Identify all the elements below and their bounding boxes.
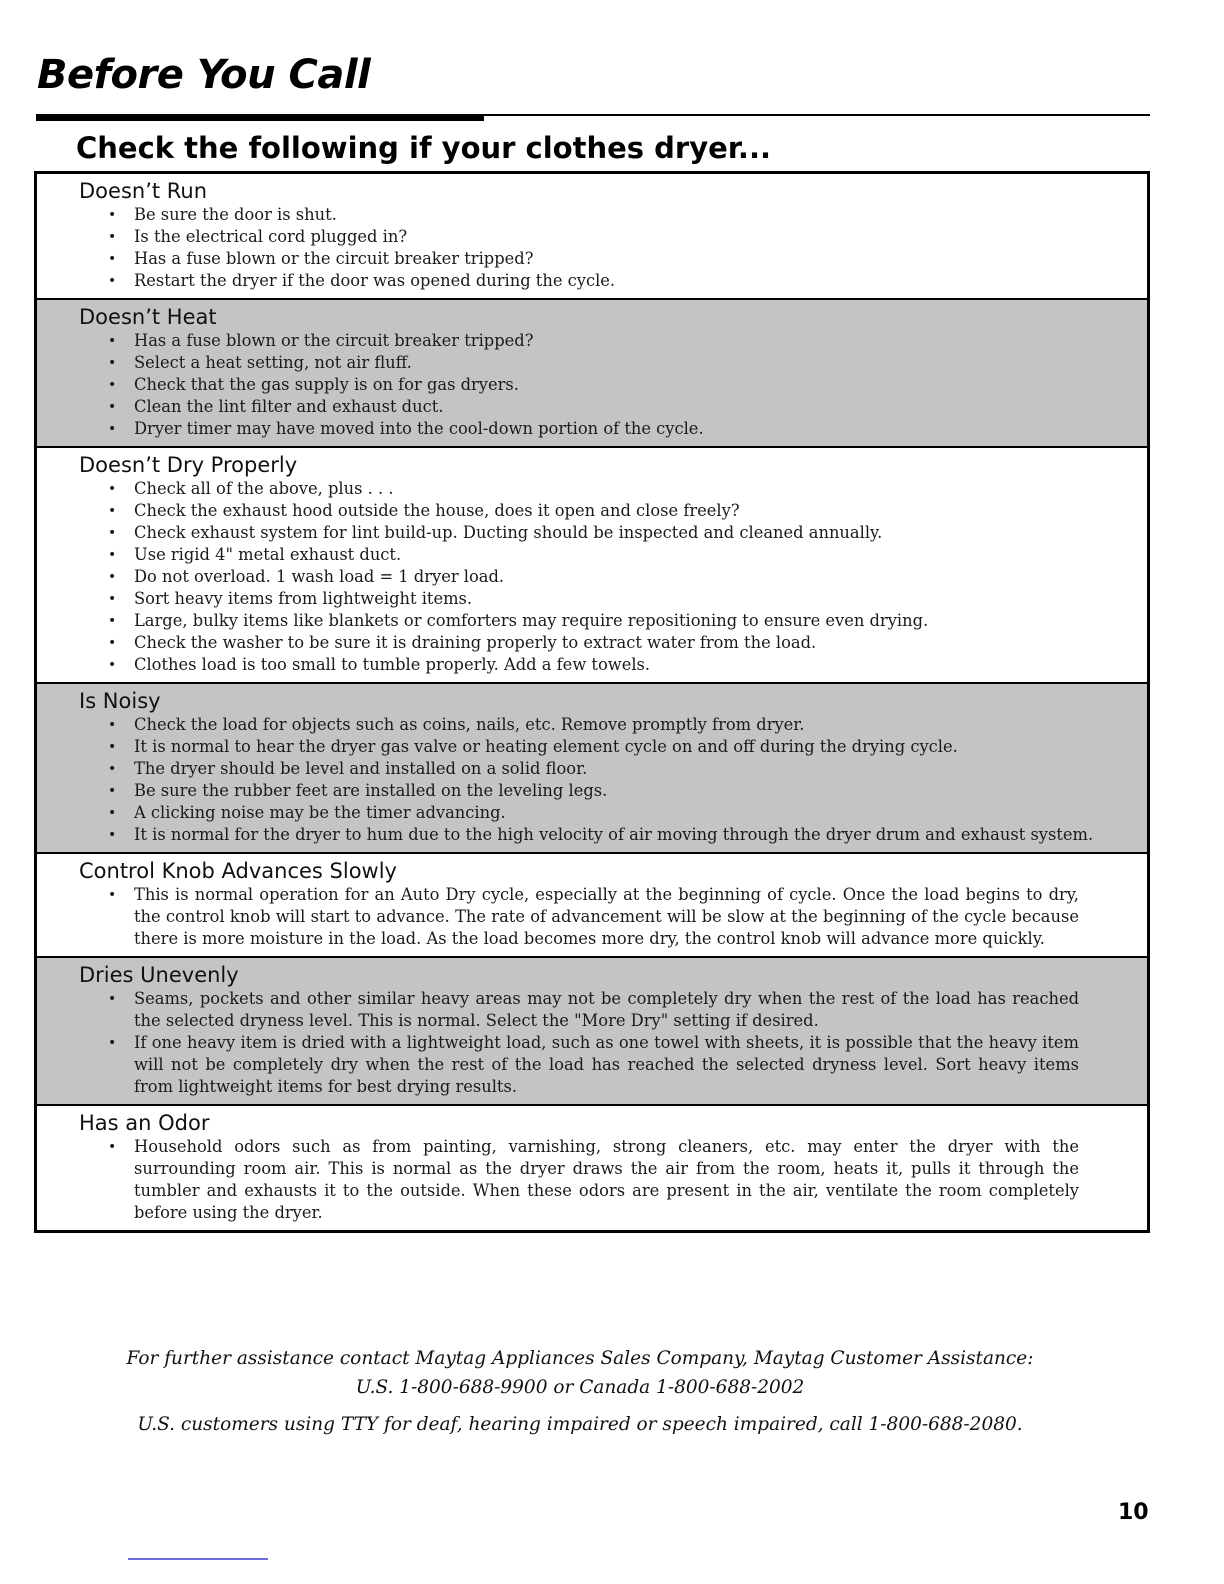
item-text: Sort heavy items from lightweight items.	[134, 589, 473, 608]
bullet-icon: •	[108, 355, 117, 371]
list-item	[77, 884, 1107, 950]
item-text: Check all of the above, plus . . .	[134, 479, 394, 498]
item-text: Clothes load is too small to tumble properly. Add a few towels.	[134, 655, 651, 674]
list-item	[77, 654, 1107, 676]
item-text: Clean the lint filter and exhaust duct.	[134, 397, 444, 416]
bottom-rule	[128, 1558, 268, 1560]
troubleshooting-table	[34, 171, 1150, 1233]
bullet-icon: •	[108, 635, 117, 651]
list-item	[77, 330, 1107, 352]
list-item	[77, 248, 1107, 270]
list-item	[77, 802, 1107, 824]
bullet-icon: •	[108, 333, 117, 349]
section-title: Dries Unevenly	[79, 963, 239, 987]
section-control-knob-advances-slowly	[37, 852, 1147, 956]
item-text: Be sure the door is shut.	[134, 205, 337, 224]
list-item	[77, 522, 1107, 544]
section-title: Doesn’t Dry Properly	[79, 453, 298, 477]
list-item	[77, 1032, 1107, 1098]
assistance-contact: For further assistance contact Maytag Appliances Sales Company, Maytag Customer Assistance:	[126, 1348, 1034, 1369]
item-text: Check the washer to be sure it is draining properly to extract water from the load.	[134, 633, 817, 652]
item-list	[77, 988, 1107, 1098]
page-subtitle: Check the following if your clothes dryer...	[76, 131, 771, 165]
list-item	[77, 418, 1107, 440]
bullet-icon: •	[108, 657, 117, 673]
section-has-an-odor	[37, 1104, 1147, 1230]
item-text: Check the exhaust hood outside the house, does it open and close freely?	[134, 501, 740, 520]
item-text: The dryer should be level and installed on a solid floor.	[134, 759, 588, 778]
item-text: Check that the gas supply is on for gas dryers.	[134, 375, 519, 394]
list-item	[77, 1136, 1107, 1224]
bullet-icon: •	[108, 547, 117, 563]
bullet-icon: •	[108, 717, 117, 733]
bullet-icon: •	[108, 421, 117, 437]
list-item	[77, 758, 1107, 780]
bullet-icon: •	[108, 207, 117, 223]
title-rule-thin	[484, 114, 1150, 116]
tty-assistance: U.S. customers using TTY for deaf, hearing impaired or speech impaired, call 1-800-688-2080.	[137, 1414, 1023, 1435]
item-text: It is normal to hear the dryer gas valve or heating element cycle on and off during the drying cycle.	[134, 737, 958, 756]
bullet-icon: •	[108, 761, 117, 777]
assistance-footer	[60, 1344, 1100, 1439]
section-title: Doesn’t Heat	[79, 305, 217, 329]
bullet-icon: •	[108, 1035, 117, 1051]
list-item	[77, 204, 1107, 226]
list-item	[77, 352, 1107, 374]
list-item	[77, 374, 1107, 396]
item-list	[77, 884, 1107, 950]
bullet-icon: •	[108, 739, 117, 755]
bullet-icon: •	[108, 503, 117, 519]
section-doesnt-dry-properly	[37, 446, 1147, 682]
list-item	[77, 736, 1107, 758]
bullet-icon: •	[108, 783, 117, 799]
section-title: Control Knob Advances Slowly	[79, 859, 397, 883]
item-text: Check the load for objects such as coins, nails, etc. Remove promptly from dryer.	[134, 715, 805, 734]
item-text: Select a heat setting, not air fluff.	[134, 353, 412, 372]
list-item	[77, 824, 1107, 846]
item-list	[77, 714, 1107, 846]
section-doesnt-run	[37, 174, 1147, 298]
list-item	[77, 478, 1107, 500]
bullet-icon: •	[108, 613, 117, 629]
item-text: Is the electrical cord plugged in?	[134, 227, 408, 246]
bullet-icon: •	[108, 399, 117, 415]
bullet-icon: •	[108, 827, 117, 843]
assistance-phone-numbers: U.S. 1-800-688-9900 or Canada 1-800-688-2002	[355, 1377, 805, 1398]
item-text: Use rigid 4" metal exhaust duct.	[134, 545, 402, 564]
bullet-icon: •	[108, 991, 117, 1007]
bullet-icon: •	[108, 569, 117, 585]
list-item	[77, 396, 1107, 418]
section-dries-unevenly	[37, 956, 1147, 1104]
item-text: Large, bulky items like blankets or comforters may require repositioning to ensure even drying.	[134, 611, 929, 630]
list-item	[77, 714, 1107, 736]
item-text: A clicking noise may be the timer advancing.	[134, 803, 506, 822]
item-text: Has a fuse blown or the circuit breaker tripped?	[134, 331, 534, 350]
section-title: Is Noisy	[79, 689, 161, 713]
bullet-icon: •	[108, 805, 117, 821]
list-item	[77, 780, 1107, 802]
item-list	[77, 478, 1107, 676]
bullet-icon: •	[108, 1139, 117, 1155]
section-title: Doesn’t Run	[79, 179, 208, 203]
list-item	[77, 226, 1107, 248]
item-text: Be sure the rubber feet are installed on the leveling legs.	[134, 781, 608, 800]
item-text: If one heavy item is dried with a lightweight load, such as one towel with sheets, it is possible that the heavy item will not be completely dry when the rest of the load has reached the selected dryness level. Sort heavy items from lightweight items for best drying results.	[134, 1033, 1079, 1096]
item-text: Has a fuse blown or the circuit breaker tripped?	[134, 249, 534, 268]
list-item	[77, 988, 1107, 1032]
bullet-icon: •	[108, 377, 117, 393]
bullet-icon: •	[108, 525, 117, 541]
bullet-icon: •	[108, 481, 117, 497]
item-list	[77, 204, 1107, 292]
page-title: Before You Call	[37, 52, 371, 98]
section-is-noisy	[37, 682, 1147, 852]
item-text: Dryer timer may have moved into the cool-down portion of the cycle.	[134, 419, 704, 438]
item-text: Household odors such as from painting, varnishing, strong cleaners, etc. may enter the dryer with the surrounding room air. This is normal as the dryer draws the air from the room, heats it, pulls it through the tumbler and exhausts it to the outside. When these odors are present in the air, ventilate the room completely before using the dryer.	[134, 1137, 1079, 1222]
list-item	[77, 588, 1107, 610]
list-item	[77, 500, 1107, 522]
item-text: Check exhaust system for lint build-up. Ducting should be inspected and cleaned annually.	[134, 523, 883, 542]
list-item	[77, 544, 1107, 566]
list-item	[77, 610, 1107, 632]
item-list	[77, 1136, 1107, 1224]
bullet-icon: •	[108, 273, 117, 289]
page-number: 10	[1118, 1500, 1149, 1525]
list-item	[77, 632, 1107, 654]
item-list	[77, 330, 1107, 440]
item-text: Seams, pockets and other similar heavy areas may not be completely dry when the rest of the load has reached the selected dryness level. This is normal. Select the "More Dry" setting if desired.	[134, 989, 1079, 1030]
list-item	[77, 270, 1107, 292]
section-title: Has an Odor	[79, 1111, 210, 1135]
bullet-icon: •	[108, 251, 117, 267]
bullet-icon: •	[108, 591, 117, 607]
list-item	[77, 566, 1107, 588]
bullet-icon: •	[108, 887, 117, 903]
section-doesnt-heat	[37, 298, 1147, 446]
item-text: Do not overload. 1 wash load = 1 dryer load.	[134, 567, 505, 586]
item-text: This is normal operation for an Auto Dry cycle, especially at the beginning of cycle. Once the load begins to dry, the control knob will start to advance. The rate of advancement will be slow at the beginning of the cycle because there is more moisture in the load. As the load becomes more dry, the control knob will advance more quickly.	[134, 885, 1079, 948]
title-rule	[36, 114, 484, 121]
item-text: Restart the dryer if the door was opened during the cycle.	[134, 271, 616, 290]
bullet-icon: •	[108, 229, 117, 245]
item-text: It is normal for the dryer to hum due to the high velocity of air moving through the dryer drum and exhaust system.	[134, 825, 1094, 844]
